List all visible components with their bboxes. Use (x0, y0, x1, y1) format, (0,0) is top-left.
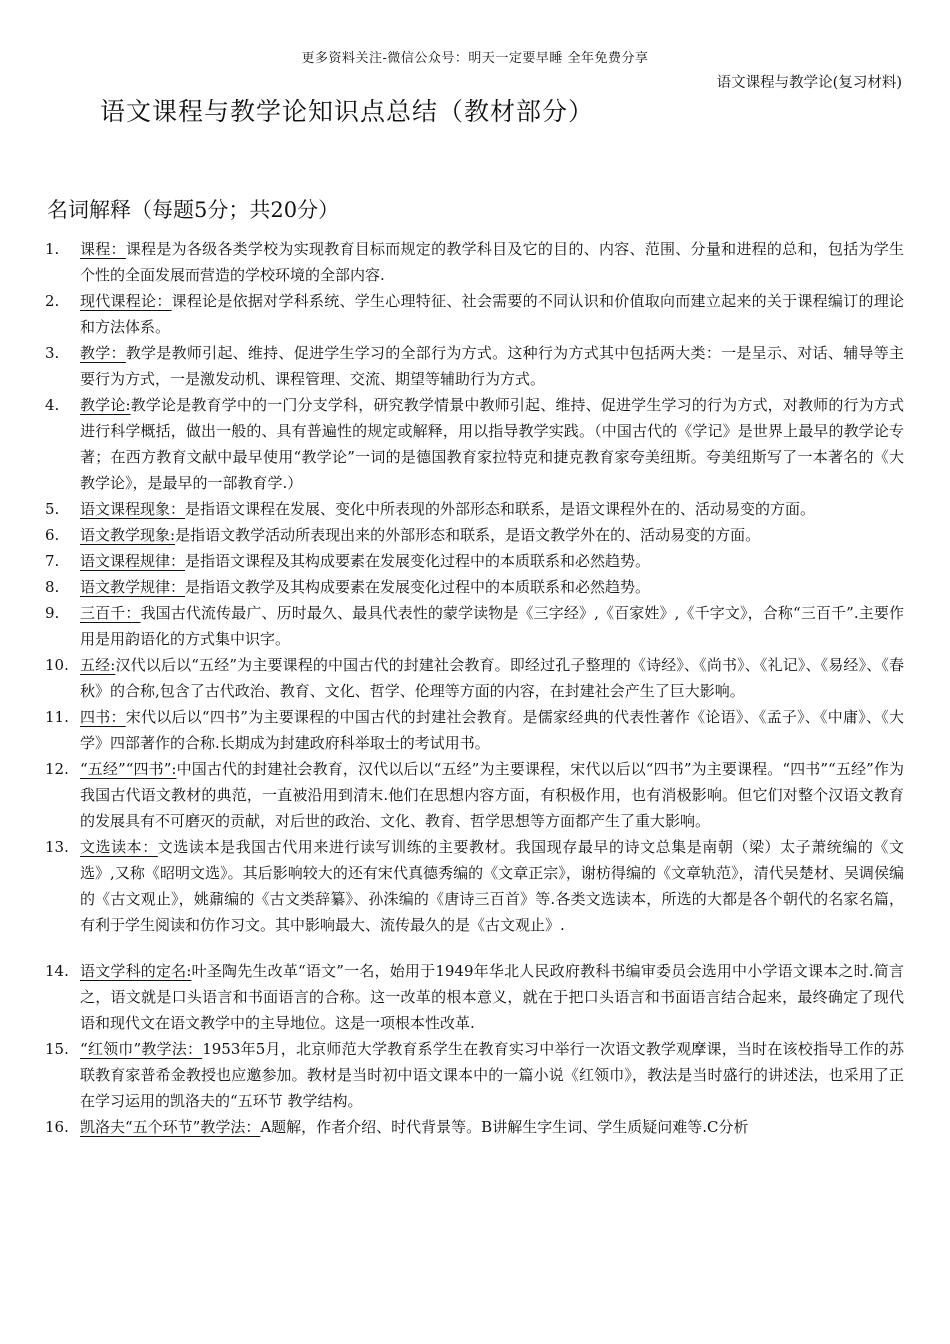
item-definition: 汉代以后以“五经”为主要课程的中国古代的封建社会教育。即经过孔子整理的《诗经》、《尚书》、《礼记》、《易经》、《春秋》的合称,包含了古代政治、教育、文化、哲学、伦理等方面的内容，在封建社会产生了巨大影响。 (80, 656, 905, 700)
item-term: 语文课程现象： (80, 500, 186, 518)
item-term: 凯洛夫“五个环节”教学法： (80, 1118, 261, 1136)
section-heading: 名词解释（每题5分；共20分） (47, 198, 340, 222)
list-item (45, 236, 904, 288)
list-item (45, 1114, 904, 1140)
list-item (45, 704, 904, 756)
item-definition: 文选读本是我国古代用来进行读写训练的主要教材。我国现存最早的诗文总集是南朝（梁）太子萧统编的《文选》,又称《昭明文选》。其后影响较大的还有宋代真德秀编的《文章正宗》，谢枋得编的《文章轨范》，清代吴楚材、吴调侯编的《古文观止》，姚鼐编的《古文类辞纂》、孙洙编的《唐诗三百首》等.各类文选读本，所选的大都是各个朝代的名家名篇，有利于学生阅读和仿作习文。其中影响最大、流传最久的是《古文观止》. (80, 838, 904, 934)
item-number: 8. (45, 578, 60, 596)
item-number: 1. (45, 240, 60, 258)
item-term: 现代课程论： (80, 292, 172, 310)
list-item (45, 340, 904, 392)
item-term: “五经”“四书”: (80, 760, 177, 778)
list-item (45, 522, 904, 548)
item-definition: 中国古代的封建社会教育，汉代以后以“五经”为主要课程，宋代以后以“四书”为主要课程。“四书”“五经”作为我国古代语文教材的典范，一直被沿用到清末.他们在思想内容方面，有积极作用，也有消极影响。但它们对整个汉语文教育的发展具有不可磨灭的贡献，对后世的政治、文化、教育、哲学思想等方面都产生了重大影响。 (80, 760, 905, 830)
item-number: 3. (45, 344, 60, 362)
item-term: 教学： (80, 344, 126, 362)
item-definition: 我国古代流传最广、历时最久、最具代表性的蒙学读物是《三字经》,《百家姓》,《千字文》，合称“三百千”.主要作用是用韵语化的方式集中识字。 (80, 604, 904, 648)
item-number: 5. (45, 500, 60, 518)
item-definition: 教学是教师引起、维持、促进学生学习的全部行为方式。这种行为方式其中包括两大类：一是呈示、对话、辅导等主要行为方式，一是激发动机、课程管理、交流、期望等辅助行为方式。 (80, 344, 904, 388)
item-definition: 课程论是依据对学科系统、学生心理特征、社会需要的不同认识和价值取向而建立起来的关于课程编订的理论和方法体系。 (80, 292, 904, 336)
item-number: 4. (45, 396, 60, 414)
list-item (45, 958, 904, 1036)
item-term: 教学论: (80, 396, 131, 414)
item-number: 15. (45, 1040, 69, 1058)
item-definition: 叶圣陶先生改革“语文”一名，始用于1949年华北人民政府教科书编审委员会选用中小学语文课本之时.简言之，语文就是口头语言和书面语言的合称。这一改革的根本意义，就在于把口头语言和书面语言结合起来，最终确定了现代语和现代文在语文教学中的主导地位。这是一项根本性改革. (80, 962, 904, 1032)
item-definition: 课程是为各级各类学校为实现教育目标而规定的教学科目及它的目的、内容、范围、分量和进程的总和，包括为学生个性的全面发展而营造的学校环境的全部内容. (80, 240, 904, 284)
item-term: 语文教学规律： (80, 578, 186, 596)
item-definition: 是指语文教学活动所表现出来的外部形态和联系，是语文教学外在的、活动易变的方面。 (175, 526, 761, 544)
item-term: 四书： (80, 708, 126, 726)
item-definition: 是指语文课程在发展、变化中所表现的外部形态和联系，是语文课程外在的、活动易变的方面。 (185, 500, 816, 518)
list-item (45, 600, 904, 652)
document-title: 语文课程与教学论知识点总结（教材部分） (100, 97, 595, 126)
item-number: 2. (45, 292, 60, 310)
item-number: 12. (45, 760, 69, 778)
list-item (45, 834, 904, 938)
list-item (45, 652, 905, 704)
item-number: 7. (45, 552, 60, 570)
item-definition: 教学论是教育学中的一门分支学科，研究教学情景中教师引起、维持、促进学生学习的行为方式，对教师的行为方式进行科学概括，做出一般的、具有普遍性的规定或解释，用以指导教学实践。（中国古代的《学记》是世界上最早的教学论专著；在西方教育文献中最早使用“教学论”一词的是德国教育家拉特克和捷克教育家夸美纽斯。夸美纽斯写了一本著名的《大教学论》，是最早的一部教育学.） (80, 396, 904, 492)
item-term: 三百千： (80, 604, 141, 622)
item-term: 语文学科的定名: (80, 962, 192, 980)
item-term: 文选读本： (80, 838, 158, 856)
list-item (45, 574, 904, 600)
item-number: 9. (45, 604, 60, 622)
item-number: 6. (45, 526, 60, 544)
item-definition: A题解，作者介绍、时代背景等。B讲解生字生词、学生质疑问难等.C分析 (260, 1118, 749, 1136)
item-definition: 是指语文课程及其构成要素在发展变化过程中的本质联系和必然趋势。 (185, 552, 651, 570)
item-term: 语文课程规律： (80, 552, 186, 570)
top-note: 更多资料关注-微信公众号：明天一定要早睡 全年免费分享 (301, 51, 649, 66)
item-number: 16. (45, 1118, 69, 1136)
item-number: 14. (45, 962, 69, 980)
list-item (45, 496, 904, 522)
term-list (0, 236, 950, 1140)
item-definition: 是指语文教学及其构成要素在发展变化过程中的本质联系和必然趋势。 (185, 578, 651, 596)
list-item (45, 1036, 904, 1114)
item-term: 课程： (80, 240, 126, 258)
list-item (45, 392, 904, 496)
item-term: 语文教学现象: (80, 526, 176, 544)
item-number: 11. (45, 708, 69, 726)
running-head: 语文课程与教学论(复习材料) (716, 75, 902, 91)
item-definition: 宋代以后以“四书”为主要课程的中国古代的封建社会教育。是儒家经典的代表性著作《论语》、《孟子》、《中庸》、《大学》四部著作的合称.长期成为封建政府科举取士的考试用书。 (80, 708, 904, 752)
item-number: 13. (45, 838, 69, 856)
list-item (45, 756, 905, 834)
item-term: 五经: (80, 656, 116, 674)
item-term: “红领巾”教学法： (80, 1040, 203, 1058)
list-item (45, 288, 904, 340)
list-item (45, 548, 904, 574)
item-number: 10. (45, 656, 69, 674)
item-definition: 1953年5月，北京师范大学教育系学生在教育实习中举行一次语文教学观摩课，当时在该校指导工作的苏联教育家普希金教授也应邀参加。教材是当时初中语文课本中的一篇小说《红领巾》，教法是当时盛行的讲述法，也采用了正在学习运用的凯洛夫的“五环节 教学结构。 (80, 1040, 904, 1110)
